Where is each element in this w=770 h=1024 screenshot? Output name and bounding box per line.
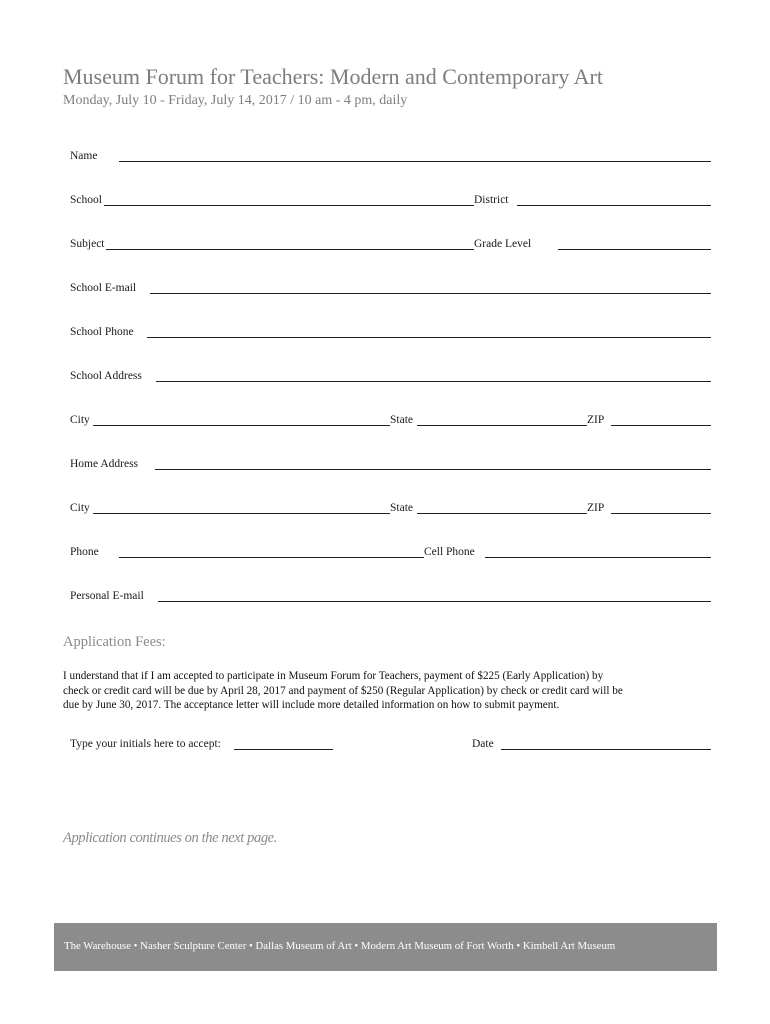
school-zip-field[interactable] [611,425,711,426]
school-address-field[interactable] [156,381,711,382]
school-city-row [70,409,711,427]
home-city-row [70,497,711,515]
school-phone-label: School Phone [70,326,134,338]
subject-field[interactable] [106,249,474,250]
fees-paragraph-line: I understand that if I am accepted to participate in Museum Forum for Teachers, payment of $225 (Early Application) by [63,670,604,682]
district-label: District [474,194,509,206]
school-phone-field[interactable] [147,337,711,338]
school-email-label: School E-mail [70,282,137,294]
continuation-note: Application continues on the next page. [63,830,277,846]
personal-email-label: Personal E-mail [70,590,144,602]
personal-email-row [70,585,711,603]
accept-row [70,733,711,751]
date-label: Date [472,738,494,750]
state-label: State [390,502,413,514]
phone-field[interactable] [119,557,424,558]
school-state-field[interactable] [417,425,587,426]
footer-bar [54,923,717,971]
grade-level-field[interactable] [558,249,711,250]
page-title: Museum Forum for Teachers: Modern and Contemporary Art [63,64,603,89]
fees-paragraph-line: check or credit card will be due by April 28, 2017 and payment of $250 (Regular Application) by check or credit card will be [63,684,623,697]
school-address-row [70,365,711,383]
school-email-row [70,277,711,295]
initials-field[interactable] [234,749,333,750]
initials-label: Type your initials here to accept: [70,738,221,750]
fees-heading: Application Fees: [63,634,166,650]
cell-phone-label: Cell Phone [424,546,475,558]
home-address-field[interactable] [155,469,711,470]
home-state-field[interactable] [417,513,587,514]
school-address-label: School Address [70,370,142,382]
district-field[interactable] [517,205,711,206]
fees-paragraph [63,669,713,713]
city-label: City [70,414,90,426]
school-phone-row [70,321,711,339]
personal-email-field[interactable] [158,601,711,602]
zip-label: ZIP [587,502,605,514]
subject-label: Subject [70,238,105,250]
phone-label: Phone [70,546,99,558]
subject-row [70,233,711,251]
zip-label: ZIP [587,414,605,426]
name-row [70,145,711,163]
cell-phone-field[interactable] [485,557,711,558]
school-email-field[interactable] [150,293,711,294]
city-label: City [70,502,90,514]
school-city-field[interactable] [93,425,390,426]
page-subtitle: Monday, July 10 - Friday, July 14, 2017 / 10 am - 4 pm, daily [63,93,408,108]
footer-text: The Warehouse • Nasher Sculpture Center • Dallas Museum of Art • Modern Art Museum of Fort Worth • Kimbell Art Museum [64,940,616,952]
home-zip-field[interactable] [611,513,711,514]
state-label: State [390,414,413,426]
date-field[interactable] [501,749,711,750]
home-address-row [70,453,711,471]
phone-row [70,541,711,559]
grade-level-label: Grade Level [474,238,532,250]
school-row [70,189,711,207]
home-address-label: Home Address [70,458,139,470]
fees-paragraph-line: due by June 30, 2017. The acceptance letter will include more detailed information on how to submit payment. [63,699,560,712]
school-label: School [70,194,102,206]
home-city-field[interactable] [93,513,390,514]
school-field[interactable] [104,205,474,206]
name-field[interactable] [119,161,711,162]
name-label: Name [70,150,98,162]
